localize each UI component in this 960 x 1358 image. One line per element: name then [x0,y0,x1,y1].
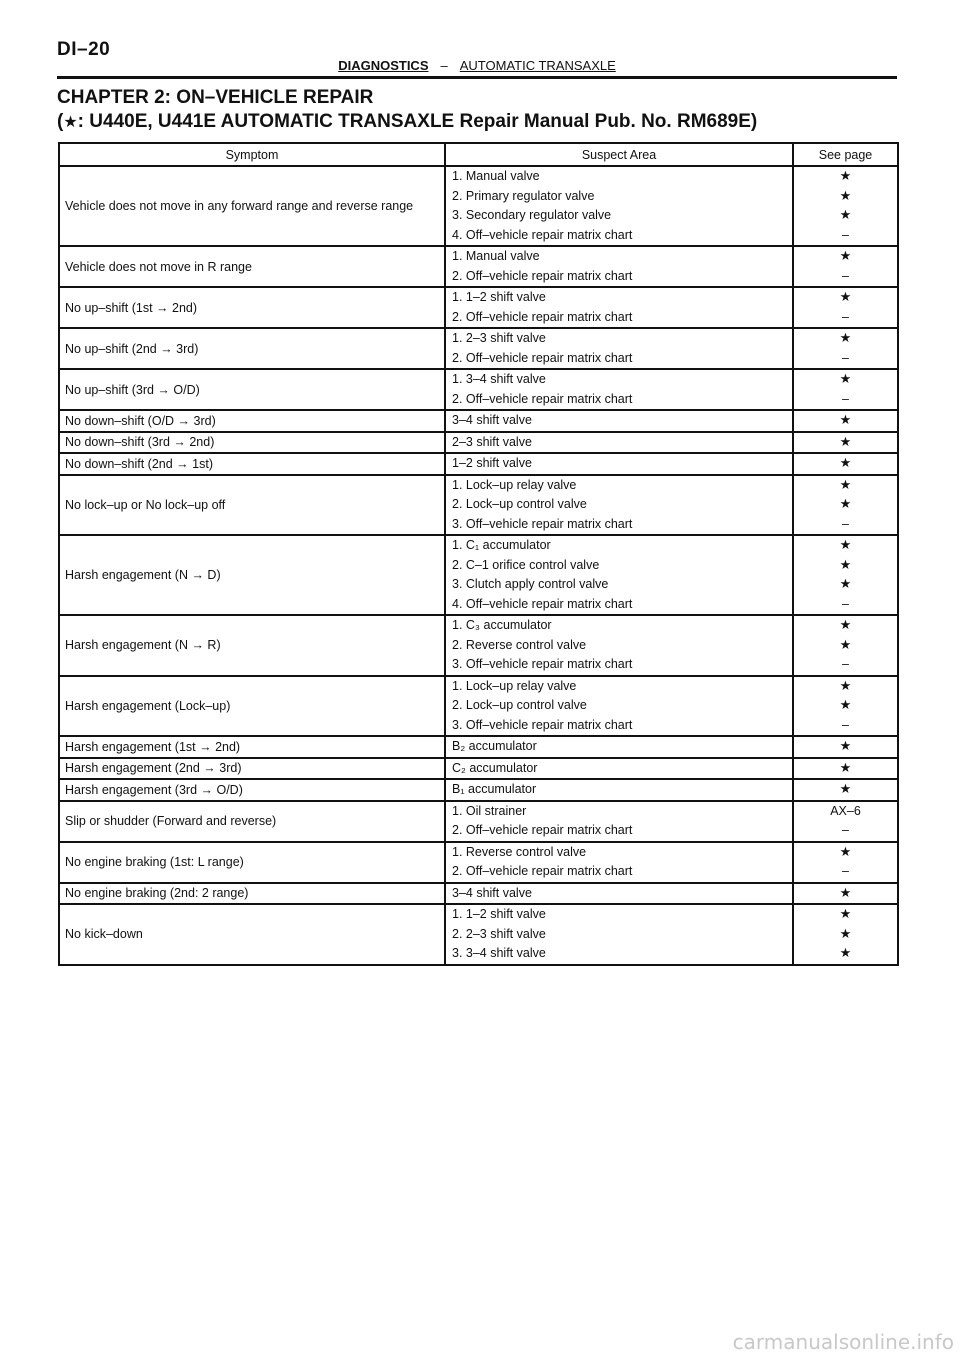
symptom-cell: Slip or shudder (Forward and reverse) [59,801,445,842]
suspect-area-cell [445,287,793,328]
suspect-area-item: 1. 2–3 shift valve [452,331,546,345]
header-separator: – [440,58,448,73]
star-icon: ★ [839,331,852,346]
suspect-area-item: 2. Off–vehicle repair matrix chart [452,864,633,878]
page-reference: – [842,350,849,365]
star-icon: ★ [839,249,852,264]
suspect-area-cell [445,801,793,842]
symptom-cell: Vehicle does not move in any forward range and reverse range [59,166,445,246]
page-reference: – [842,227,849,242]
page-number: DI–20 [57,39,111,60]
column-header-symptom: Symptom [59,143,445,166]
page-reference: AX–6 [830,803,861,818]
suspect-area-item: 3. Clutch apply control valve [452,577,609,591]
page-reference: – [842,823,849,837]
see-page-cell [793,287,898,328]
see-page-cell [793,758,898,780]
suspect-area-item: 2. Lock–up control valve [452,497,587,511]
suspect-area-cell [445,432,793,454]
table-row [59,246,898,287]
table-row [59,475,898,536]
suspect-area-item: 2. Reverse control valve [452,637,587,652]
suspect-area-item: 3–4 shift valve [452,413,532,427]
table-row [59,166,898,246]
suspect-area-item: 2. Off–vehicle repair matrix chart [452,391,633,406]
repair-table [58,142,899,966]
suspect-area-item: 2. Off–vehicle repair matrix chart [452,823,633,837]
table-row [59,328,898,369]
suspect-area-cell [445,410,793,432]
star-icon: ★ [839,497,852,512]
suspect-area-cell [445,883,793,905]
suspect-area-cell [445,535,793,615]
suspect-area-cell [445,475,793,536]
see-page-cell [793,883,898,905]
symptom-cell: Harsh engagement (N → D) [59,535,445,615]
table-row [59,676,898,737]
table-row [59,453,898,475]
star-icon: ★ [839,557,852,573]
symptom-cell: No up–shift (2nd → 3rd) [59,328,445,369]
table-row [59,615,898,676]
page-reference: – [842,596,849,611]
chapter-note [57,110,757,134]
see-page-cell [793,801,898,842]
suspect-area-cell [445,453,793,475]
star-icon: ★ [839,618,852,633]
star-icon: ★ [839,885,852,901]
star-icon: ★ [839,782,852,797]
suspect-area-cell [445,246,793,287]
suspect-area-item: C₂ accumulator [452,760,538,775]
symptom-cell: Harsh engagement (3rd → O/D) [59,779,445,801]
symptom-cell: No up–shift (3rd → O/D) [59,369,445,410]
symptom-cell: Harsh engagement (N → R) [59,615,445,676]
suspect-area-item: 2. Off–vehicle repair matrix chart [452,309,633,324]
suspect-area-cell [445,904,793,965]
symptom-cell: No kick–down [59,904,445,965]
star-icon: ★ [839,169,852,184]
star-icon: ★ [839,208,852,223]
suspect-area-item: 1. 3–4 shift valve [452,372,546,386]
suspect-area-item: 2. Lock–up control valve [452,698,587,712]
star-icon: ★ [63,112,78,131]
symptom-cell: Vehicle does not move in R range [59,246,445,287]
table-row [59,758,898,780]
chapter-title: CHAPTER 2: ON–VEHICLE REPAIR [57,87,374,108]
suspect-area-cell [445,758,793,780]
table-row [59,904,898,965]
symptom-cell: Harsh engagement (2nd → 3rd) [59,758,445,780]
table-row [59,883,898,905]
suspect-area-cell [445,779,793,801]
suspect-area-item: 3. 3–4 shift valve [452,946,546,960]
suspect-area-item: 1. 1–2 shift valve [452,907,546,921]
symptom-cell: No up–shift (1st → 2nd) [59,287,445,328]
symptom-cell: No down–shift (2nd → 1st) [59,453,445,475]
table-row [59,779,898,801]
star-icon: ★ [839,372,852,387]
column-header-suspect-area: Suspect Area [445,143,793,166]
running-header [57,58,897,73]
suspect-area-cell [445,166,793,246]
page-reference: – [842,717,849,732]
see-page-cell [793,779,898,801]
see-page-cell [793,615,898,676]
suspect-area-item: 1. Reverse control valve [452,844,587,859]
subsection-title: AUTOMATIC TRANSAXLE [459,58,616,73]
star-icon: ★ [839,538,852,553]
suspect-area-item: 3–4 shift valve [452,885,532,900]
suspect-area-item: 1. Manual valve [452,169,540,183]
see-page-cell [793,369,898,410]
star-icon: ★ [839,188,852,204]
star-icon: ★ [839,637,852,653]
suspect-area-item: 1. 1–2 shift valve [452,290,546,304]
symptom-cell: Harsh engagement (Lock–up) [59,676,445,737]
suspect-area-item: B₁ accumulator [452,782,537,796]
star-icon: ★ [839,739,852,754]
header-rule [57,76,897,79]
note-text: : U440E, U441E AUTOMATIC TRANSAXLE Repair Manual Pub. No. RM689E) [77,111,758,132]
suspect-area-item: 3. Off–vehicle repair matrix chart [452,516,633,531]
suspect-area-item: 2. Off–vehicle repair matrix chart [452,268,633,283]
table-row [59,287,898,328]
suspect-area-cell [445,736,793,758]
suspect-area-item: 4. Off–vehicle repair matrix chart [452,596,633,611]
star-icon: ★ [839,844,852,860]
suspect-area-item: 3. Secondary regulator valve [452,208,612,222]
suspect-area-item: B₂ accumulator [452,739,537,753]
page-reference: – [842,391,849,406]
see-page-cell [793,453,898,475]
suspect-area-item: 1. Oil strainer [452,803,527,818]
note-open-paren: ( [57,111,64,132]
page-reference: – [842,864,849,878]
suspect-area-cell [445,615,793,676]
see-page-cell [793,432,898,454]
page-reference: – [842,657,849,671]
star-icon: ★ [839,477,852,493]
see-page-cell [793,904,898,965]
table-body [59,166,898,965]
symptom-cell: No engine braking (1st: L range) [59,842,445,883]
symptom-cell: Harsh engagement (1st → 2nd) [59,736,445,758]
star-icon: ★ [839,678,852,694]
star-icon: ★ [839,946,852,961]
star-icon: ★ [839,413,852,428]
star-icon: ★ [839,434,852,450]
see-page-cell [793,736,898,758]
star-icon: ★ [839,577,852,592]
symptom-cell: No engine braking (2nd: 2 range) [59,883,445,905]
table-row [59,842,898,883]
see-page-cell [793,676,898,737]
star-icon: ★ [839,907,852,922]
section-title: DIAGNOSTICS [338,58,429,73]
star-icon: ★ [839,760,852,776]
table-row [59,369,898,410]
table-row [59,736,898,758]
page-reference: – [842,516,849,531]
table-header-row [59,143,898,166]
table-row [59,535,898,615]
page-reference: – [842,309,849,324]
see-page-cell [793,410,898,432]
suspect-area-cell [445,328,793,369]
suspect-area-item: 2. 2–3 shift valve [452,926,546,941]
suspect-area-item: 1. C₃ accumulator [452,618,552,632]
table-row [59,410,898,432]
star-icon: ★ [839,698,852,713]
page-reference: – [842,268,849,283]
star-icon: ★ [839,926,852,942]
column-header-see-page: See page [793,143,898,166]
see-page-cell [793,535,898,615]
watermark: carmanualsonline.info [732,1330,954,1354]
suspect-area-item: 3. Off–vehicle repair matrix chart [452,657,633,671]
suspect-area-item: 1. C₁ accumulator [452,538,551,552]
star-icon: ★ [839,456,852,471]
suspect-area-cell [445,676,793,737]
suspect-area-item: 2–3 shift valve [452,434,532,449]
suspect-area-item: 1. Manual valve [452,249,540,263]
see-page-cell [793,475,898,536]
suspect-area-item: 1. Lock–up relay valve [452,477,577,492]
see-page-cell [793,842,898,883]
see-page-cell [793,166,898,246]
suspect-area-item: 4. Off–vehicle repair matrix chart [452,227,633,242]
table-row [59,432,898,454]
suspect-area-item: 2. Primary regulator valve [452,188,595,203]
symptom-cell: No down–shift (O/D → 3rd) [59,410,445,432]
star-icon: ★ [839,290,852,305]
see-page-cell [793,246,898,287]
suspect-area-item: 1–2 shift valve [452,456,532,470]
table-row [59,801,898,842]
suspect-area-item: 1. Lock–up relay valve [452,678,577,693]
suspect-area-item: 2. Off–vehicle repair matrix chart [452,350,633,365]
suspect-area-cell [445,842,793,883]
suspect-area-item: 2. C–1 orifice control valve [452,557,600,572]
see-page-cell [793,328,898,369]
symptom-cell: No lock–up or No lock–up off [59,475,445,536]
suspect-area-item: 3. Off–vehicle repair matrix chart [452,717,633,732]
suspect-area-cell [445,369,793,410]
symptom-cell: No down–shift (3rd → 2nd) [59,432,445,454]
